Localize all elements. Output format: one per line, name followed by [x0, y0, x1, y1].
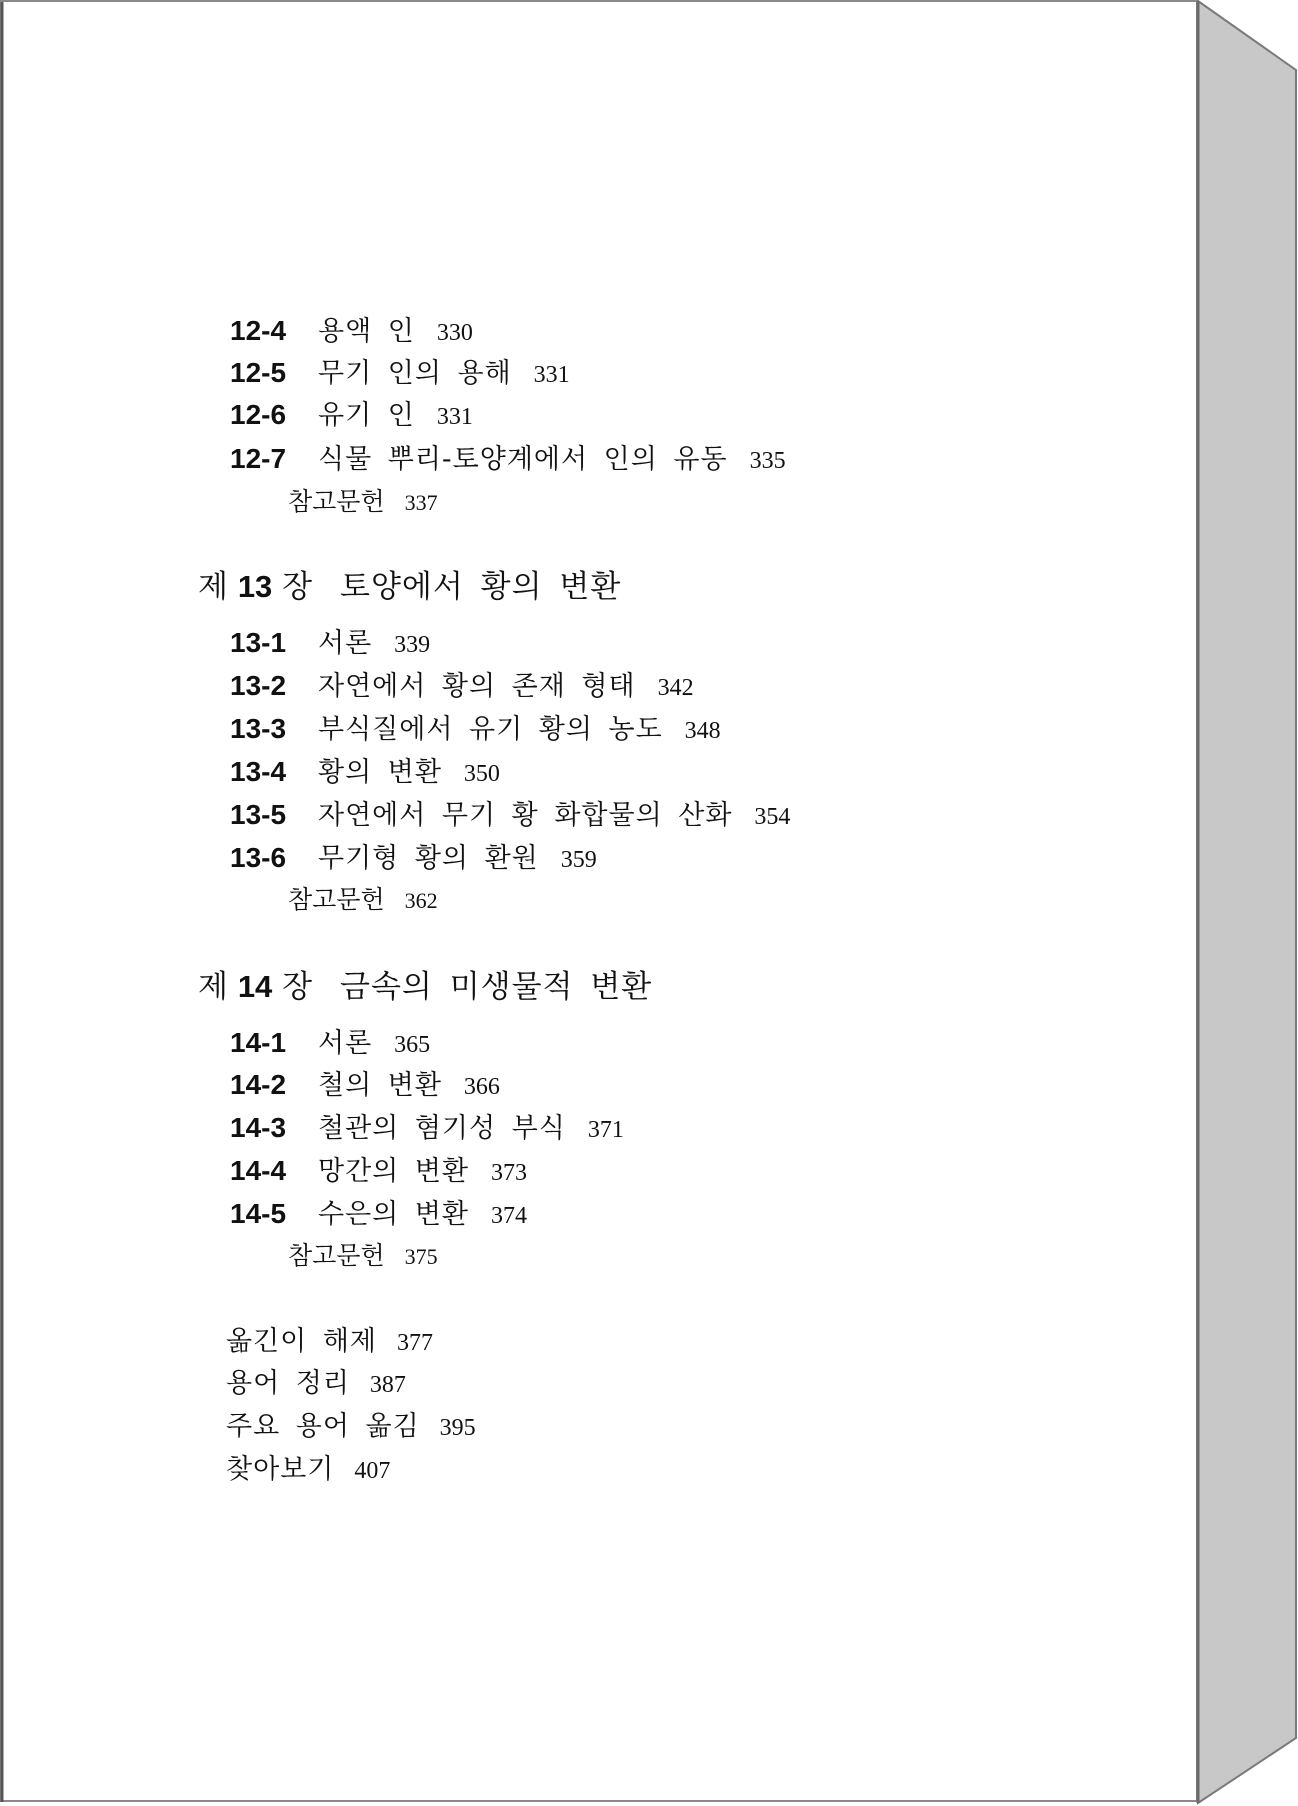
chapter-number: 13 — [237, 569, 273, 604]
toc-entry[interactable] — [230, 1108, 624, 1148]
page-number: 348 — [684, 718, 721, 744]
back-matter-entry[interactable] — [226, 1407, 476, 1447]
section-number: 12-5 — [230, 357, 287, 388]
section-number: 13-6 — [230, 842, 287, 873]
toc-entry[interactable] — [230, 752, 500, 792]
chapter-prefix: 제 — [198, 969, 228, 1005]
page-number: 354 — [754, 804, 791, 830]
section-number: 13-1 — [230, 627, 287, 658]
references-entry[interactable] — [288, 1236, 438, 1276]
section-number: 14-4 — [230, 1155, 287, 1186]
section-title: 철의 변환 — [318, 1070, 442, 1101]
section-number: 13-2 — [230, 670, 287, 701]
section-title: 철관의 혐기성 부식 — [318, 1113, 566, 1144]
chapter-heading[interactable] — [198, 962, 652, 1012]
page-number: 339 — [394, 632, 431, 658]
page-number: 337 — [404, 490, 438, 515]
back-matter-entry[interactable] — [226, 1322, 433, 1362]
section-title: 서론 — [318, 1028, 373, 1059]
section-number: 13-4 — [230, 756, 287, 787]
section-title: 용액 인 — [318, 316, 415, 347]
page-number: 407 — [354, 1458, 391, 1484]
references-label: 참고문헌 — [288, 487, 385, 516]
chapter-suffix: 장 — [282, 969, 313, 1005]
page-number: 365 — [394, 1032, 431, 1058]
section-title: 황의 변환 — [318, 757, 442, 788]
page-number: 359 — [560, 847, 597, 873]
toc-entry[interactable] — [230, 311, 473, 351]
page-number: 331 — [436, 404, 473, 430]
toc-entry[interactable] — [230, 838, 597, 878]
references-label: 참고문헌 — [288, 885, 385, 914]
section-number: 14-2 — [230, 1069, 287, 1100]
section-number: 12-7 — [230, 443, 287, 474]
chapter-label — [198, 962, 340, 1012]
page-number: 330 — [436, 320, 473, 346]
references-entry[interactable] — [288, 880, 438, 920]
book-side-edge — [1198, 1, 1296, 1803]
references-entry[interactable] — [288, 482, 438, 522]
section-title: 자연에서 무기 황 화합물의 산화 — [318, 800, 733, 831]
page-number: 362 — [404, 888, 438, 913]
toc-entry[interactable] — [230, 353, 570, 393]
back-matter-title: 용어 정리 — [226, 1368, 350, 1399]
section-title: 수은의 변환 — [318, 1199, 469, 1230]
back-matter-title: 주요 용어 옮김 — [226, 1411, 420, 1442]
page-number: 350 — [463, 761, 500, 787]
chapter-prefix: 제 — [198, 569, 228, 605]
section-number: 13-3 — [230, 713, 287, 744]
toc-entry[interactable] — [230, 795, 790, 835]
page-number: 387 — [369, 1372, 406, 1398]
section-title: 망간의 변환 — [318, 1156, 469, 1187]
chapter-heading[interactable] — [198, 562, 621, 612]
chapter-number: 14 — [237, 969, 273, 1004]
section-number: 14-5 — [230, 1198, 287, 1229]
back-matter-title: 옮긴이 해제 — [226, 1326, 377, 1357]
toc-entry[interactable] — [230, 1065, 500, 1105]
section-number: 12-4 — [230, 315, 287, 346]
toc-entry[interactable] — [230, 666, 694, 706]
page-number: 395 — [439, 1415, 476, 1441]
section-number: 14-3 — [230, 1112, 287, 1143]
section-title: 자연에서 황의 존재 형태 — [318, 671, 636, 702]
section-number: 12-6 — [230, 399, 287, 430]
back-matter-entry[interactable] — [226, 1364, 406, 1404]
toc-entry[interactable] — [230, 709, 721, 749]
section-title: 무기 인의 용해 — [318, 358, 512, 389]
page-number: 335 — [749, 448, 786, 474]
section-title: 유기 인 — [318, 400, 415, 431]
references-label: 참고문헌 — [288, 1241, 385, 1270]
page-number: 342 — [657, 675, 694, 701]
page-number: 371 — [587, 1117, 624, 1143]
page-number: 373 — [491, 1160, 527, 1186]
page-number: 366 — [463, 1074, 500, 1100]
toc-entry[interactable] — [230, 395, 473, 435]
section-title: 무기형 황의 환원 — [318, 843, 539, 874]
page-number: 374 — [491, 1203, 527, 1229]
page-number: 331 — [533, 362, 570, 388]
toc-entry[interactable] — [230, 1023, 430, 1063]
section-number: 14-1 — [230, 1027, 287, 1058]
section-title: 서론 — [318, 628, 373, 659]
back-matter-entry[interactable] — [226, 1450, 390, 1490]
toc-entry[interactable] — [230, 439, 786, 479]
section-number: 13-5 — [230, 799, 287, 830]
chapter-title: 토양에서 황의 변환 — [340, 569, 622, 605]
toc-entry[interactable] — [230, 1151, 527, 1191]
back-matter-title: 찾아보기 — [226, 1454, 335, 1485]
toc-entry[interactable] — [230, 623, 430, 663]
page-number: 375 — [404, 1244, 438, 1269]
chapter-suffix: 장 — [282, 569, 313, 605]
page-number: 377 — [397, 1330, 433, 1356]
section-title: 부식질에서 유기 황의 농도 — [318, 714, 663, 745]
chapter-title: 금속의 미생물적 변환 — [340, 969, 653, 1005]
toc-entry[interactable] — [230, 1194, 527, 1234]
chapter-label — [198, 562, 340, 612]
section-title: 식물 뿌리-토양계에서 인의 유동 — [318, 444, 728, 475]
